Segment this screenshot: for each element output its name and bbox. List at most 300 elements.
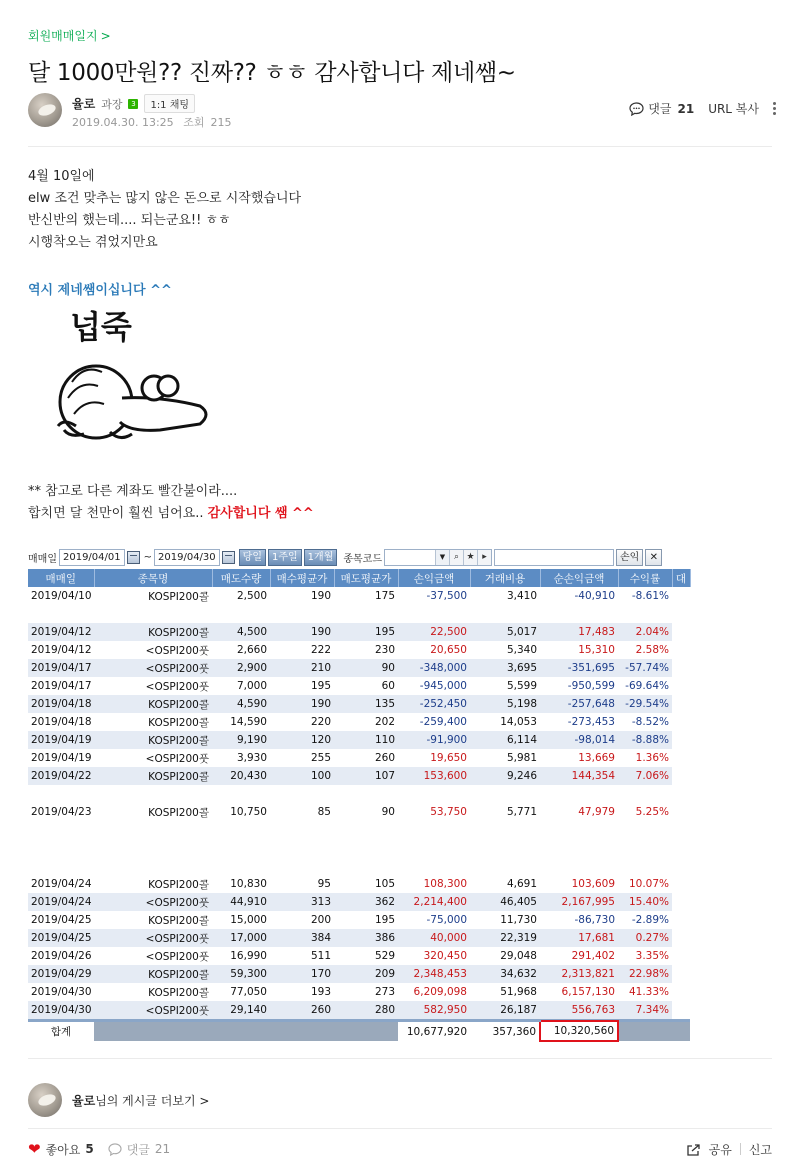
bottom-right-tools: [687, 1141, 772, 1158]
cell-rate: -8.52%: [631, 716, 669, 728]
cell-rate: 10.07%: [628, 878, 669, 890]
cell-name: KOSPI200콜: [94, 965, 212, 983]
body-line: 반신반의 했는데.... 되는군요!! ㅎㅎ: [28, 213, 231, 228]
cell-buy: 200: [310, 914, 331, 926]
cell-net: 291,402: [571, 950, 615, 962]
blank-cell: [28, 821, 690, 875]
cell-buy: 511: [310, 950, 331, 962]
cell-date: 2019/04/19: [28, 731, 94, 749]
cell-edge: [672, 947, 690, 965]
post-meta: [72, 114, 237, 130]
header-divider: [28, 146, 772, 147]
total-pl: 10,677,920: [398, 1021, 470, 1041]
cell-buy: 384: [270, 929, 334, 947]
cell-buy: 120: [270, 731, 334, 749]
cell-pl: 19,650: [430, 752, 467, 764]
like-button[interactable]: [28, 1140, 94, 1158]
cell-net: -273,453: [567, 716, 615, 728]
cell-date: 2019/04/23: [31, 806, 92, 818]
cell-pl: 153,600: [398, 767, 470, 785]
column-header[interactable]: 거래비용: [470, 569, 540, 587]
chevron-right-icon: >: [199, 1093, 210, 1108]
content-divider: [28, 1058, 772, 1059]
cell-fee: 14,053: [500, 716, 537, 728]
table-row[interactable]: [28, 929, 690, 947]
more-icon[interactable]: [773, 102, 776, 115]
author-avatar[interactable]: [28, 1083, 62, 1117]
cell-sell: 110: [334, 731, 398, 749]
cell-net: 2,313,821: [540, 965, 618, 983]
cell-buy: 195: [310, 680, 331, 692]
author-more-text[interactable]: [72, 1092, 209, 1109]
cell-buy: 190: [270, 623, 334, 641]
cell-qty: 2,500: [236, 590, 267, 602]
cell-pl: 582,950: [398, 1001, 470, 1019]
cell-qty: 4,500: [212, 623, 270, 641]
cell-net: -98,014: [540, 731, 618, 749]
cell-fee: 11,730: [500, 914, 537, 926]
cell-rate: 7.06%: [618, 767, 672, 785]
cell-qty: 17,000: [212, 929, 270, 947]
cell-fee: 3,695: [470, 659, 540, 677]
cell-rate: 5.25%: [635, 806, 669, 818]
board-name[interactable]: 회원매매일지: [28, 29, 98, 43]
table-row[interactable]: [28, 587, 690, 605]
bottom-comment-link[interactable]: [108, 1141, 170, 1158]
cell-name: <OSPI200풋: [145, 950, 209, 963]
table-row[interactable]: [28, 947, 690, 965]
cell-rate: 7.34%: [618, 1001, 672, 1019]
cell-net: 17,681: [540, 929, 618, 947]
column-header[interactable]: 수익률: [618, 569, 672, 587]
bottom-action-bar: [28, 1140, 772, 1158]
cell-net: -950,599: [567, 680, 615, 692]
cell-rate: -8.61%: [631, 590, 669, 602]
code-label: 종목코드: [343, 553, 382, 565]
cell-fee: 3,410: [506, 590, 537, 602]
cell-fee: 26,187: [470, 1001, 540, 1019]
date-to-input[interactable]: 2019/04/30: [154, 549, 220, 566]
cell-date: 2019/04/25: [31, 914, 92, 926]
cell-sell: 529: [374, 950, 395, 962]
cell-qty: 10,750: [230, 806, 267, 818]
code-select[interactable]: [384, 549, 492, 566]
chevron-right-icon: >: [100, 29, 111, 43]
table-row[interactable]: [28, 1001, 690, 1019]
cell-qty: 20,430: [212, 767, 270, 785]
cell-qty: 7,000: [236, 680, 267, 692]
date-tilde: ~: [143, 551, 153, 563]
code-name-field[interactable]: [494, 549, 614, 566]
column-header[interactable]: 매매일: [28, 569, 94, 587]
cell-qty: 59,300: [212, 965, 270, 983]
cell-qty: 16,990: [230, 950, 267, 962]
cell-date: 2019/04/18: [28, 695, 94, 713]
cell-qty: 2,900: [212, 659, 270, 677]
author-more-link[interactable]: [28, 1083, 209, 1117]
cell-qty: 29,140: [212, 1001, 270, 1019]
comment-icon: [629, 102, 644, 116]
author-more-name[interactable]: 율로: [72, 1093, 96, 1108]
table-row[interactable]: [28, 893, 690, 911]
cell-qty: 2,660: [236, 644, 267, 656]
cell-name: KOSPI200콜: [94, 731, 212, 749]
cell-date: 2019/04/22: [28, 767, 94, 785]
cell-buy: 220: [310, 716, 331, 728]
cell-date: 2019/04/30: [31, 986, 92, 998]
table-row[interactable]: [28, 713, 690, 731]
note-red: 감사합니다 쌤 ^^: [207, 506, 314, 521]
cell-qty: 3,930: [236, 752, 267, 764]
bottom-comment-count[interactable]: 21: [154, 1142, 171, 1156]
cell-edge: [672, 695, 690, 713]
next-icon[interactable]: ▸: [477, 550, 491, 565]
post-title: 달 1000만원?? 진짜?? ㅎㅎ 감사합니다 제네쌤~: [28, 60, 516, 86]
cell-edge: [672, 983, 690, 1001]
cell-name: <OSPI200풋: [145, 752, 209, 765]
blank-row: [28, 821, 690, 875]
cell-edge: [672, 587, 690, 605]
cell-edge: [672, 677, 690, 695]
table-row[interactable]: [28, 749, 690, 767]
dropdown-arrow-icon[interactable]: ▼: [435, 550, 449, 565]
cell-buy: 210: [270, 659, 334, 677]
column-header[interactable]: 손익금액: [398, 569, 470, 587]
note-line: [28, 503, 314, 525]
search-icon[interactable]: ⌕: [449, 550, 463, 565]
total-label: 합계: [28, 1021, 94, 1041]
cell-edge: [672, 893, 690, 911]
cell-rate: -29.54%: [618, 695, 672, 713]
trade-table-body: [28, 587, 690, 1041]
cell-date: 2019/04/24: [31, 878, 92, 890]
cell-fee: 9,246: [470, 767, 540, 785]
cell-name: <OSPI200풋: [94, 929, 212, 947]
cell-rate: -2.89%: [631, 914, 669, 926]
post-date: 2019.04.30. 13:25: [72, 116, 174, 129]
cell-pl: 2,214,400: [398, 893, 470, 911]
table-row[interactable]: [28, 695, 690, 713]
comment-label[interactable]: 댓글: [648, 102, 672, 116]
cell-name: <OSPI200풋: [94, 659, 212, 677]
close-icon[interactable]: ✕: [645, 549, 662, 566]
column-header[interactable]: 매도수량: [212, 569, 270, 587]
cell-name: KOSPI200콜: [148, 590, 209, 603]
cell-edge: [672, 911, 690, 929]
cell-fee: 51,968: [500, 986, 537, 998]
views-count: 215: [210, 116, 232, 129]
cell-net: 144,354: [540, 767, 618, 785]
cell-name: KOSPI200콜: [148, 986, 209, 999]
column-header[interactable]: 매수평균가: [270, 569, 334, 587]
column-header[interactable]: 매도평균가: [334, 569, 398, 587]
cell-date: 2019/04/26: [31, 950, 92, 962]
cell-sell: 202: [374, 716, 395, 728]
cell-pl: 20,650: [430, 644, 467, 656]
cell-pl: 108,300: [423, 878, 467, 890]
code-field[interactable]: [385, 550, 435, 565]
cell-buy: 260: [270, 1001, 334, 1019]
board-link[interactable]: [28, 27, 111, 44]
cell-rate: 0.27%: [618, 929, 672, 947]
cell-edge: [672, 623, 690, 641]
cell-fee: 34,632: [470, 965, 540, 983]
comment-link[interactable]: [629, 100, 694, 117]
cell-buy: 170: [270, 965, 334, 983]
author-name[interactable]: 율로: [72, 97, 96, 111]
post-body: [28, 166, 301, 254]
cell-fee: 5,017: [470, 623, 540, 641]
note-line: ** 참고로 다른 계좌도 빨간불이라....: [28, 484, 238, 499]
cell-qty: 9,190: [212, 731, 270, 749]
cell-fee: 5,599: [506, 680, 537, 692]
calendar-icon[interactable]: [127, 551, 140, 564]
cell-pl: 53,750: [430, 806, 467, 818]
cell-edge: [672, 749, 690, 767]
cell-rate: -69.64%: [625, 680, 669, 692]
table-row[interactable]: [28, 641, 690, 659]
cell-net: 15,310: [578, 644, 615, 656]
cell-qty: 44,910: [212, 893, 270, 911]
cell-qty: 10,830: [230, 878, 267, 890]
table-row[interactable]: [28, 803, 690, 821]
table-row[interactable]: [28, 731, 690, 749]
cell-pl: -75,000: [426, 914, 467, 926]
cell-buy: 85: [317, 806, 331, 818]
table-row[interactable]: [28, 875, 690, 893]
cell-name: <OSPI200풋: [145, 680, 209, 693]
author-more-suffix[interactable]: 님의 게시글 더보기: [95, 1093, 196, 1108]
table-row[interactable]: [28, 965, 690, 983]
cell-sell: 105: [374, 878, 395, 890]
cell-sell: 60: [381, 680, 395, 692]
date-label: 매매일: [28, 553, 57, 565]
cell-name: KOSPI200콜: [148, 914, 209, 927]
blank-row: [28, 785, 690, 803]
chat-button[interactable]: 1:1 채팅: [144, 94, 195, 113]
cell-buy: 190: [270, 695, 334, 713]
cell-rate: 3.35%: [635, 950, 669, 962]
cell-buy: 313: [270, 893, 334, 911]
cell-pl: -259,400: [419, 716, 467, 728]
cell-fee: 4,691: [506, 878, 537, 890]
cell-pl: -91,900: [398, 731, 470, 749]
sort-button[interactable]: 손익: [616, 549, 643, 566]
body-line: 4월 10일에: [28, 169, 95, 184]
cell-rate: 2.04%: [618, 623, 672, 641]
heart-icon[interactable]: ❤: [28, 1140, 41, 1158]
cell-sell: 90: [381, 806, 395, 818]
cell-fee: 5,340: [506, 644, 537, 656]
like-label[interactable]: 좋아요: [45, 1142, 81, 1157]
cell-sell: 386: [334, 929, 398, 947]
cell-date: 2019/04/24: [28, 893, 94, 911]
week-button[interactable]: 1주일: [268, 549, 302, 566]
cell-edge: [672, 659, 690, 677]
cell-pl: 320,450: [423, 950, 467, 962]
cell-sell: 230: [374, 644, 395, 656]
cell-fee: 5,771: [506, 806, 537, 818]
cell-name: KOSPI200콜: [148, 806, 209, 819]
cell-sell: 135: [334, 695, 398, 713]
share-button[interactable]: 공유: [708, 1142, 732, 1157]
cell-buy: 193: [310, 986, 331, 998]
table-row[interactable]: [28, 677, 690, 695]
cell-fee: 29,048: [500, 950, 537, 962]
cell-sell: 273: [374, 986, 395, 998]
cell-net: -40,910: [574, 590, 615, 602]
cell-net: -86,730: [574, 914, 615, 926]
author-avatar[interactable]: [28, 93, 62, 127]
cell-rate: 15.40%: [618, 893, 672, 911]
bowing-sticker: [50, 302, 220, 452]
cell-name: KOSPI200콜: [148, 716, 209, 729]
month-button[interactable]: 1개월: [304, 549, 338, 566]
cell-name: <OSPI200풋: [145, 644, 209, 657]
cell-date: 2019/04/10: [31, 590, 92, 602]
cell-pl: -252,450: [398, 695, 470, 713]
cell-net: 13,669: [578, 752, 615, 764]
cell-pl: 2,348,453: [398, 965, 470, 983]
share-icon[interactable]: [687, 1143, 701, 1156]
cell-fee: 5,198: [470, 695, 540, 713]
cell-sell: 90: [334, 659, 398, 677]
cell-sell: 195: [334, 623, 398, 641]
cell-edge: [672, 641, 690, 659]
bottom-comment-label[interactable]: 댓글: [126, 1142, 150, 1157]
cell-date: 2019/04/18: [31, 716, 92, 728]
cell-buy: 100: [270, 767, 334, 785]
header-tools: [629, 100, 776, 117]
body-line: elw 조건 맞추는 많지 않은 돈으로 시작했습니다: [28, 191, 302, 206]
cell-rate: 1.36%: [635, 752, 669, 764]
cell-name: KOSPI200콜: [148, 878, 209, 891]
cell-fee: 6,114: [470, 731, 540, 749]
note-plain: 합치면 달 천만이 훨씬 넘어요..: [28, 506, 208, 521]
cell-fee: 46,405: [470, 893, 540, 911]
cell-qty: 4,590: [212, 695, 270, 713]
cell-pl: 22,500: [398, 623, 470, 641]
column-header[interactable]: 종목명: [94, 569, 212, 587]
cell-name: <OSPI200풋: [94, 1001, 212, 1019]
cell-edge: [672, 875, 690, 893]
cell-fee: 22,319: [470, 929, 540, 947]
cell-rate: 2.58%: [635, 644, 669, 656]
url-copy-button[interactable]: URL 복사: [708, 102, 759, 116]
star-icon[interactable]: ★: [463, 550, 477, 565]
cell-buy: 255: [310, 752, 331, 764]
trade-table: [28, 569, 691, 1042]
cell-pl: -945,000: [419, 680, 467, 692]
calendar-icon[interactable]: [222, 551, 235, 564]
post-note: [28, 481, 314, 525]
today-button[interactable]: 당일: [239, 549, 266, 566]
cell-net: 103,609: [571, 878, 615, 890]
cell-net: -257,648: [540, 695, 618, 713]
cell-name: KOSPI200콜: [94, 767, 212, 785]
cell-date: 2019/04/12: [28, 623, 94, 641]
cell-rate: -57.74%: [618, 659, 672, 677]
trade-history-panel: [28, 545, 690, 1042]
cell-buy: 190: [310, 590, 331, 602]
cell-edge: [672, 731, 690, 749]
cell-sell: 362: [334, 893, 398, 911]
cell-sell: 175: [374, 590, 395, 602]
cell-name: KOSPI200콜: [94, 623, 212, 641]
cell-net: -351,695: [540, 659, 618, 677]
cell-name: KOSPI200콜: [94, 695, 212, 713]
cell-date: 2019/04/29: [28, 965, 94, 983]
cell-date: 2019/04/12: [31, 644, 92, 656]
cell-qty: 14,590: [230, 716, 267, 728]
cell-pl: 6,209,098: [413, 986, 467, 998]
cell-sell: 209: [334, 965, 398, 983]
cell-buy: 222: [310, 644, 331, 656]
report-button[interactable]: 신고: [748, 1142, 772, 1157]
table-row[interactable]: [28, 983, 690, 1001]
cell-sell: 260: [374, 752, 395, 764]
cell-name: <OSPI200풋: [94, 893, 212, 911]
column-header[interactable]: 순손익금액: [540, 569, 618, 587]
separator: [740, 1143, 741, 1155]
cell-pl: 40,000: [398, 929, 470, 947]
cell-qty: 15,000: [230, 914, 267, 926]
cell-pl: -348,000: [398, 659, 470, 677]
like-count[interactable]: 5: [85, 1142, 94, 1156]
cell-edge: [672, 803, 690, 821]
date-from-input[interactable]: 2019/04/01: [59, 549, 125, 566]
cell-net: 2,167,995: [540, 893, 618, 911]
author-info: [72, 94, 195, 113]
total-blank: [94, 1021, 398, 1041]
emphasis-line: 역시 제네쌤이십니다 ^^: [28, 283, 172, 298]
cell-date: 2019/04/25: [28, 929, 94, 947]
cell-sell: 195: [374, 914, 395, 926]
footer-divider: [28, 1128, 772, 1129]
cell-date: 2019/04/17: [31, 680, 92, 692]
cell-rate: 22.98%: [618, 965, 672, 983]
column-header[interactable]: 대: [672, 569, 690, 587]
cell-edge: [672, 965, 690, 983]
table-row[interactable]: [28, 911, 690, 929]
comment-count[interactable]: 21: [677, 101, 695, 116]
author-rank: 과장: [101, 97, 123, 111]
cell-qty: 77,050: [230, 986, 267, 998]
cell-sell: 107: [334, 767, 398, 785]
cell-rate: -8.88%: [618, 731, 672, 749]
trade-toolbar: [28, 545, 690, 569]
total-row: [28, 1021, 690, 1041]
blank-cell: [28, 785, 690, 803]
cell-net: 6,157,130: [561, 986, 615, 998]
cell-date: 2019/04/19: [31, 752, 92, 764]
cell-date: 2019/04/30: [28, 1001, 94, 1019]
cell-pl: -37,500: [426, 590, 467, 602]
cell-edge: [672, 1001, 690, 1019]
cell-buy: 95: [317, 878, 331, 890]
cell-edge: [672, 929, 690, 947]
views-label: 조회: [183, 116, 205, 129]
rank-icon: 3: [128, 99, 138, 109]
table-row[interactable]: [28, 767, 690, 785]
table-header-row: [28, 569, 690, 587]
total-net: 10,320,560: [540, 1021, 618, 1041]
table-row[interactable]: [28, 659, 690, 677]
cell-rate: 41.33%: [628, 986, 669, 998]
cell-fee: 5,981: [506, 752, 537, 764]
blank-row: [28, 605, 690, 623]
table-row[interactable]: [28, 623, 690, 641]
